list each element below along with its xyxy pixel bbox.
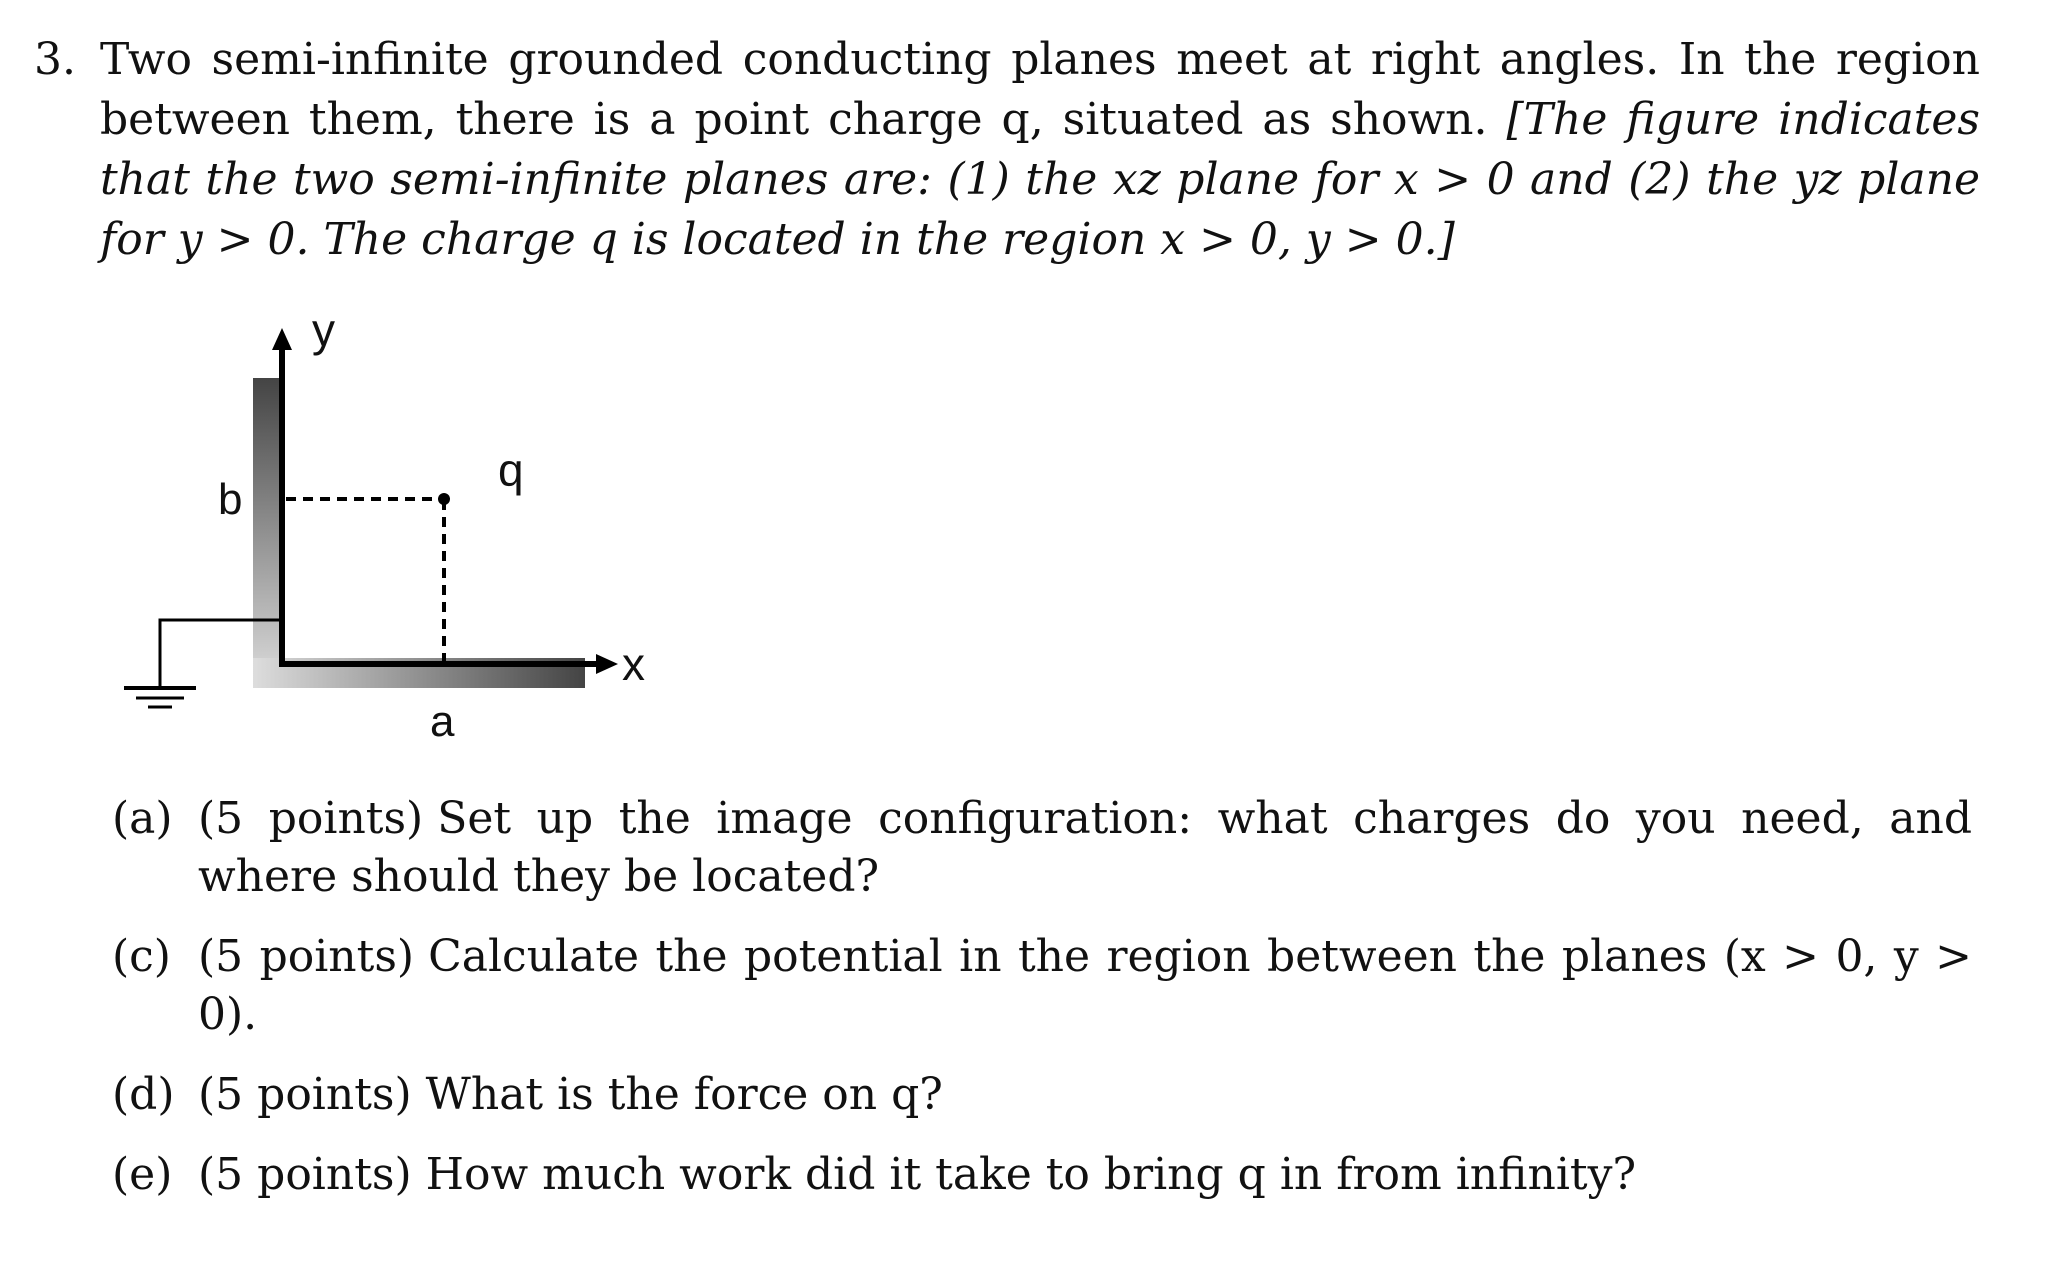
arrow-right-icon xyxy=(596,654,618,674)
part-text: How much work did it take to bring q in from infinity? xyxy=(425,1149,1637,1200)
arrow-up-icon xyxy=(272,328,292,350)
part-label: (d) xyxy=(112,1069,175,1120)
conducting-planes-figure xyxy=(110,300,670,760)
problem-number: 3. xyxy=(34,34,76,85)
sub-questions xyxy=(112,790,1972,1226)
point-charge-q xyxy=(438,493,450,505)
a-label: a xyxy=(430,697,455,746)
part-label: (c) xyxy=(112,931,171,982)
x-axis-label: x xyxy=(622,638,645,690)
statement-main: Two semi-infinite grounded conducting planes meet at right angles. In the region between them, there is a point charge q, situated as shown. xyxy=(100,34,1980,145)
part-a xyxy=(112,790,1972,906)
part-c xyxy=(112,928,1972,1044)
problem-statement xyxy=(100,30,1980,270)
part-label: (e) xyxy=(112,1149,173,1200)
part-d xyxy=(112,1066,1972,1124)
part-points: (5 points) xyxy=(198,1069,412,1120)
part-text: Set up the image configuration: what charges do you need, and where should they be located? xyxy=(198,793,1973,902)
part-points: (5 points) xyxy=(198,931,415,982)
part-label: (a) xyxy=(112,793,173,844)
yz-plane-shading xyxy=(253,378,283,688)
part-points: (5 points) xyxy=(198,1149,412,1200)
part-text: Calculate the potential in the region between the planes (x > 0, y > 0). xyxy=(198,931,1972,1040)
b-label: b xyxy=(218,475,243,524)
part-e xyxy=(112,1146,1972,1204)
statement-note: [The figure indicates that the two semi-infinite planes are: (1) the xz plane for x > 0 and (2) the yz plane for y > 0. The charge q is located in the region x > 0, y > 0.] xyxy=(100,94,1980,265)
part-points: (5 points) xyxy=(198,793,424,844)
y-axis-label: y xyxy=(312,304,335,356)
q-label: q xyxy=(498,444,524,496)
part-text: What is the force on q? xyxy=(425,1069,943,1120)
